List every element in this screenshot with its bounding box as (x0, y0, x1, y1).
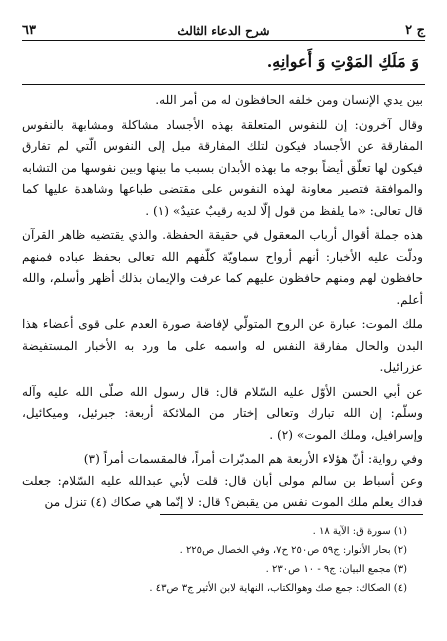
section-heading: وَ مَلَكِ المَوْتِ وَ أَعوانِهِ. (266, 52, 419, 71)
body-text (22, 90, 423, 514)
running-header (22, 18, 425, 38)
page-number: ٦٣ (22, 23, 36, 38)
footnote: (٢) بحار الأنوار: ج٥٩ ص٢٥٠ ح٧، وفي الخصال ص٢٢٥ . (179, 545, 407, 556)
paragraph: وقال آخرون: إن للنفوس المتعلقة بهذه الأجساد مشاكلة ومشابهة بالنفوس المفارقة عن الأجساد فيكون لتلك المفارقة ميل إلى النفوس الّتي لم تفارق فيكون لها تعلّق أيضاً بوجه ما بهذه الأبدان بسبب ما بينها وبين نفوسها من التشابه والموافقة فتصير معاونة لهذه النفوس على مقتضى طباعها وشاهدة عليها كما قال تعالى: «ما يلفظ من قول إلّا لديه رقيبٌ عتيدٌ» (١) . (22, 117, 423, 218)
header-rule (22, 40, 425, 41)
book-title: شرح الدعاء الثالث (177, 24, 270, 38)
volume-label: ج ٢ (405, 23, 425, 38)
footnote: (١) سورة ق: الآية ١٨ . (312, 526, 407, 537)
paragraph: ملك الموت: عبارة عن الروح المتولّي لإفاضة صورة العدم على قوى أعضاء هذا البدن والحال مفارقة النفس له واسمه على ما ورد به الأخبار المستفيضة عزرائيل. (22, 317, 423, 374)
heading-rule (22, 84, 425, 85)
footnote-rule (160, 514, 423, 515)
paragraph: هذه جملة أقوال أرباب المعقول في حقيقة الحفظة. والذي يقتضيه ظاهر القرآن ودلّت عليه الأخبار: أنهم أرواح سماويّة كلّفهم الله تعالى بحفظ عباده فمنهم حافظون لهم ومنهم حافظون عليهم كما عرفت والإيمان بذلك أظهر وأسلم، والله أعلم. (22, 228, 423, 307)
footnotes (22, 522, 407, 598)
footnote: (٣) مجمع البيان: ج٩ - ١٠ ص٢٣٠ . (265, 564, 407, 575)
paragraph: وفي رواية: أنّ هؤلاء الأربعة هم المدبّرات أمراً، فالمقسمات أمراً (٣) (83, 452, 423, 466)
paragraph: بين يدي الإنسان ومن خلفه الحافظون له من أمر الله. (155, 93, 423, 107)
footnote: (٤) الصكاك: جمع صك وهوالكتاب، النهاية لابن الأثير ج٣ ص٤٣ . (149, 583, 407, 594)
paragraph: عن أبي الحسن الأوّل عليه السّلام قال: قال رسول الله صلّى الله عليه وآله وسلّم: إن الله تبارك وتعالى إختار من الملائكة أربعة: جبرئيل، وميكائيل، وإسرافيل، وملك الموت» (٢) . (22, 384, 423, 442)
paragraph: وعن أسباط بن سالم مولى أبان قال: قلت لأبي عبدالله عليه السّلام: جعلت فداك يعلم ملك الموت نفس من يقبض؟ قال: لا إنّما هي صكاك (٤) تنزل من (22, 473, 423, 509)
